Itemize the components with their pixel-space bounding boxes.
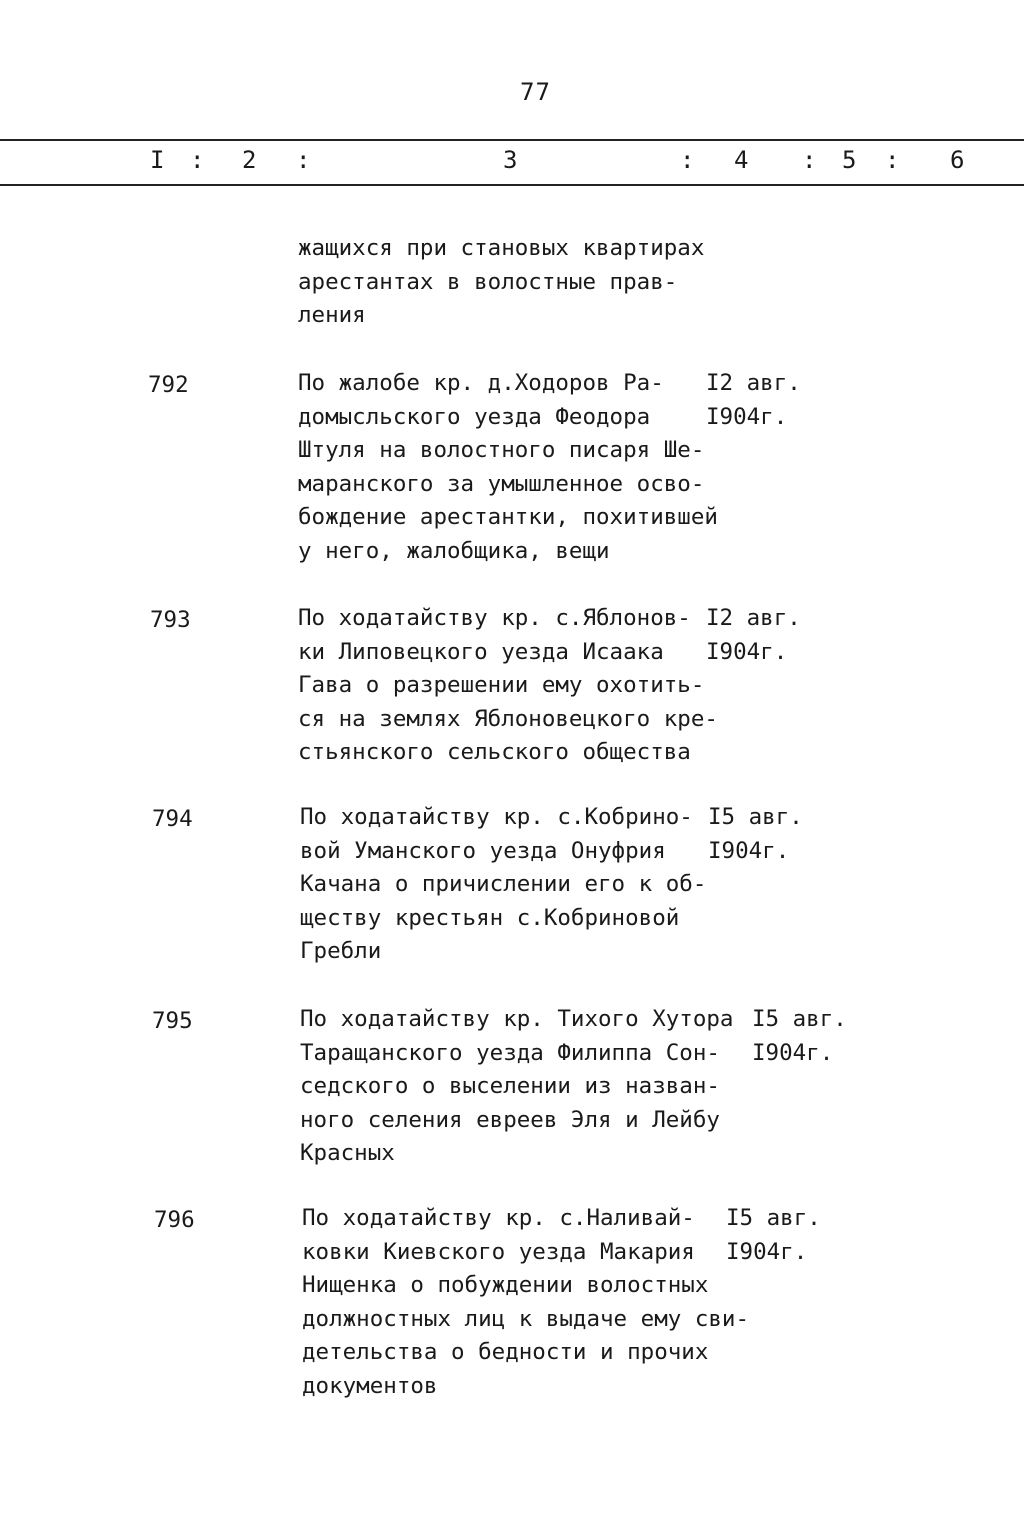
column-header-5: 5 xyxy=(842,146,857,174)
column-separator: : xyxy=(680,146,695,174)
entry-line: документов xyxy=(302,1372,438,1399)
entry-date xyxy=(706,602,856,669)
entry-line: По ходатайству кр. с.Кобрино- xyxy=(300,804,693,830)
column-header-3: 3 xyxy=(503,146,518,174)
entry-date-year: I904г. xyxy=(752,1039,834,1066)
column-separator: : xyxy=(296,146,311,174)
entry-line: По ходатайству кр. Тихого Хутора xyxy=(300,1006,734,1032)
entry-number: 792 xyxy=(148,372,189,398)
entry-description xyxy=(302,1202,750,1403)
entry-date-year: I904г. xyxy=(726,1238,808,1265)
entry-line: ного селения евреев Эля и Лейбу xyxy=(300,1106,720,1133)
entry-date-day: I5 авг. xyxy=(752,1006,847,1032)
entry-line: Нищенка о побуждении волостных xyxy=(302,1272,709,1298)
entry-line: седского о выселении из назван- xyxy=(300,1073,720,1099)
column-separator: : xyxy=(190,146,205,174)
entry-line: Качана о причислении его к об- xyxy=(300,871,707,897)
page-number: 77 xyxy=(520,78,551,106)
entry-line: маранского за умышленное осво- xyxy=(298,470,705,497)
entry-line: ся на землях Яблоновецкого кре- xyxy=(298,705,718,732)
entry-line: должностных лиц к выдаче ему сви- xyxy=(302,1305,750,1332)
column-header-6: 6 xyxy=(950,146,965,174)
entry-line: домысльского уезда Феодора xyxy=(298,403,651,430)
entry-date-year: I904г. xyxy=(706,403,788,430)
entry-date xyxy=(752,1003,902,1070)
entry-line: ковки Киевского уезда Макария xyxy=(302,1238,695,1265)
entry-number: 794 xyxy=(152,806,193,832)
entry-line: По ходатайству кр. с.Яблонов- xyxy=(298,605,691,631)
entry-description xyxy=(300,1003,740,1171)
entry-line: стьянского сельского общества xyxy=(298,739,691,765)
column-separator: : xyxy=(885,146,900,174)
entry-line: По ходатайству кр. с.Наливай- xyxy=(302,1205,695,1231)
entry-line: детельства о бедности и прочих xyxy=(302,1339,709,1365)
entry-date-year: I904г. xyxy=(708,837,790,864)
header-rule-top xyxy=(0,139,1024,141)
continuation-line: арестантах в волостные прав- xyxy=(298,268,678,295)
entry-line: бождение арестантки, похитившей xyxy=(298,504,718,530)
entry-date-day: I5 авг. xyxy=(726,1205,821,1231)
header-rule-bottom xyxy=(0,184,1024,186)
entry-line: По жалобе кр. д.Ходоров Ра- xyxy=(298,370,664,396)
column-header-1: I xyxy=(150,146,165,174)
entry-date xyxy=(726,1202,876,1269)
entry-date-day: I5 авг. xyxy=(708,804,803,830)
column-separator: : xyxy=(802,146,817,174)
entry-description xyxy=(300,801,740,969)
column-header-4: 4 xyxy=(734,146,749,174)
entry-line: ществу крестьян с.Кобриновой xyxy=(300,904,680,931)
entry-date-day: I2 авг. xyxy=(706,605,801,631)
entry-line: Таращанского уезда Филиппа Сон- xyxy=(300,1039,720,1066)
entry-date xyxy=(708,801,858,868)
entry-line: вой Уманского уезда Онуфрия xyxy=(300,837,666,864)
entry-line: Красных xyxy=(300,1140,395,1166)
entry-description xyxy=(298,367,738,568)
entry-description xyxy=(298,602,738,770)
entry-number: 793 xyxy=(150,607,191,633)
entry-line: Гава о разрешении ему охотить- xyxy=(298,672,705,698)
entry-line: Гребли xyxy=(300,938,382,964)
entry-line: ки Липовецкого уезда Исаака xyxy=(298,638,664,665)
column-header-2: 2 xyxy=(242,146,257,174)
entry-number: 796 xyxy=(154,1207,195,1233)
continuation-text xyxy=(298,232,738,333)
entry-number: 795 xyxy=(152,1008,193,1034)
entry-date xyxy=(706,367,856,434)
entry-line: Штуля на волостного писаря Ше- xyxy=(298,437,705,463)
entry-date-day: I2 авг. xyxy=(706,370,801,396)
entry-date-year: I904г. xyxy=(706,638,788,665)
entry-line: у него, жалобщика, вещи xyxy=(298,537,610,564)
continuation-line: ления xyxy=(298,302,366,328)
continuation-line: жащихся при становых квартирах xyxy=(298,235,705,261)
